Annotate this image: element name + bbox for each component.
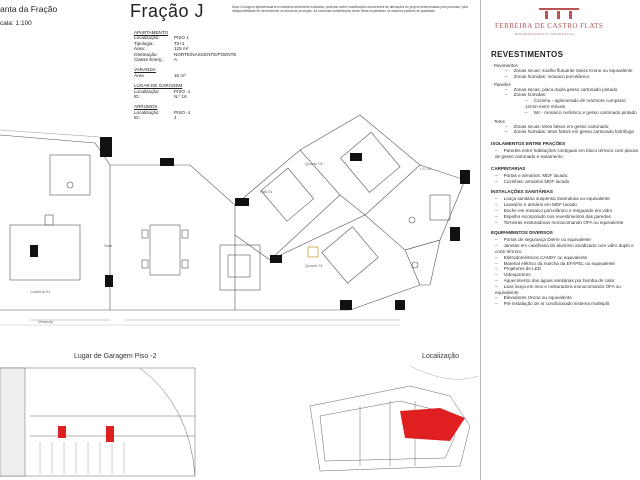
kitchen-area	[10, 225, 80, 280]
plan-column	[460, 170, 470, 184]
spec-item: – Aquecimento das águas sanitárias por bomba de calor	[495, 277, 615, 283]
localizacao-section-title: Localização	[422, 353, 459, 360]
plan-wall	[235, 215, 420, 310]
spec-item: – Janelas em caixilharia de alumínio anodizado com vidro duplo e corte térmico	[495, 243, 634, 254]
parking-spot-highlight	[106, 426, 114, 442]
toilet	[67, 182, 73, 188]
spec-item: – Lavatório e armário em MDF lacado	[495, 202, 577, 208]
spec-item-text: Zonas húmidas: mosaico porcelânico	[513, 73, 590, 79]
shower	[430, 195, 450, 220]
spec-value: N.º 16	[174, 94, 187, 100]
spec-key: Localização:	[134, 88, 160, 94]
spec-row	[134, 57, 236, 62]
logo-pillar	[557, 11, 560, 19]
spec-item: – Zonas secas: placa dupla gesso cartonado pintado	[505, 86, 618, 92]
pavimentos-label: - Pavimentos	[491, 63, 518, 68]
spec-item: – Paredes entre habitações contíguas em bloco térmico com placas de gesso cartonado e isolamento	[495, 148, 638, 159]
chair	[142, 230, 148, 238]
plan-column	[395, 300, 405, 310]
plan-column	[350, 153, 362, 161]
wc-room	[50, 155, 90, 195]
spec-item-text: Janelas em caixilharia de alumínio anodizado com vidro duplo e corte térmico	[495, 243, 634, 254]
garage-plan	[0, 366, 200, 480]
spec-item: – Pré instalação de ar condicionado sistema multisplit	[495, 301, 610, 307]
plan-wall	[0, 130, 100, 137]
spec-item: – Zonas secas: soalho flutuante Swiss Krono ou equivalente	[505, 68, 633, 73]
spec-item-text: Torneiras misturadoras monocomando OFA ou equivalente	[503, 219, 624, 225]
spec-item: – Material elétrico da marcha da EFAPEL ou equivalente	[495, 260, 615, 266]
room-label-quarto2: Quarto 02	[305, 161, 323, 166]
spec-item-text: Aquecimento das águas sanitárias por bomba de calor	[503, 277, 615, 283]
spec-item-text: Zonas secas: placa dupla gesso cartonado pintado	[513, 86, 618, 92]
garagem-heading: LUGAR DE GARAGEM	[134, 83, 183, 89]
logo-pillar	[545, 11, 548, 19]
spec-item: – Zonas húmidas:	[505, 92, 547, 98]
spec-item-text: Material elétrico da marcha da EFAPEL ou equivalente	[503, 260, 615, 266]
spec-item-text: Pré instalação de ar condicionado sistema multisplit	[503, 301, 610, 307]
chair	[142, 260, 148, 268]
sanitarias-heading: INSTALAÇÕES SANITÁRIAS	[491, 189, 553, 195]
spec-key: Classe Energ.:	[134, 57, 165, 63]
kitchen-sink	[45, 215, 53, 225]
spec-item-text: Portas e armários: MDF lacado;	[503, 172, 569, 178]
room-label-varanda: Varanda	[38, 319, 53, 324]
garage-outline	[0, 368, 195, 476]
spec-item: – Zonas húmidas: tetos falsos em gesso cartonado hidrófugo	[505, 129, 635, 135]
spec-value: 125 m²	[174, 46, 189, 52]
location-plan	[300, 366, 478, 480]
spec-item-text: Espelho incorporado nos revestimentos das paredes	[503, 213, 611, 219]
spec-item-text: Zonas secas: soalho flutuante Swiss Krono ou equivalente	[513, 68, 633, 73]
chair	[182, 260, 188, 268]
dining-table	[150, 225, 180, 275]
apartamento-table	[134, 35, 236, 62]
spec-item-text: Projetores de LED	[503, 266, 542, 272]
tetos-label: - Tetos	[491, 118, 505, 124]
room-label-sala: Sala	[104, 243, 113, 248]
spec-item-text: Duche em mosaico porcelânico e resguardo em vidro	[503, 207, 613, 213]
plan-wall	[0, 135, 110, 310]
road-line	[410, 366, 478, 379]
spec-item: – Projetores de LED	[495, 266, 542, 272]
spec-item: – Espelho incorporado nos revestimentos das paredes	[495, 213, 611, 219]
logo-bar	[539, 8, 579, 10]
spec-item: – Portas e armários: MDF lacado;	[495, 172, 569, 178]
spec-item-text: Lavatório e armário em MDF lacado	[503, 202, 577, 208]
arrumos-heading: ARRUMOS	[134, 104, 158, 110]
spec-key: Área:	[134, 46, 145, 52]
spec-key: Área	[134, 72, 144, 78]
toilet	[412, 262, 418, 268]
spec-key: ID:	[134, 94, 140, 100]
spec-item: – Cozinhas: armários MDF lacado	[495, 178, 570, 184]
spec-key: Tipologia:	[134, 40, 154, 46]
garage-ramp	[140, 368, 195, 476]
room-label-cozinha: Cozinha 01	[30, 289, 51, 294]
spec-item: – Videoporteiro	[495, 272, 531, 278]
spec-item: – Portas de segurança Dierre ou equivalente	[495, 237, 591, 243]
spec-item: – Lava louça em inox e misturadora monocomando OFA ou equivalente	[495, 283, 621, 295]
spec-key: Orientação:	[134, 51, 158, 57]
room-label-hall: Hall 01	[260, 189, 273, 194]
spec-item-text: Eletrodomésticos CANDY ou equivalente	[503, 254, 588, 260]
spec-item: – Elevadores Orona ou equivalente	[495, 295, 572, 301]
spec-item-text: Zonas húmidas:	[513, 92, 547, 98]
spec-item: – Eletrodomésticos CANDY ou equivalente	[495, 254, 588, 260]
page-title: Fração J	[130, 1, 205, 21]
chair	[182, 230, 188, 238]
paredes-label: - Paredes	[491, 81, 511, 87]
carpintarias-heading: CARPINTARIAS	[491, 165, 526, 171]
plan-title-label: anta da Fração	[0, 4, 58, 14]
bed	[322, 227, 378, 283]
spec-item-text: Cozinha - aglomerado de mármore compacto 12mm entre móveis	[525, 98, 626, 109]
plan-column	[160, 158, 174, 166]
spec-item-text: Portas de segurança Dierre ou equivalente	[503, 237, 591, 243]
spec-item-text: Louça sanitária suspensa Sanindusa ou equivalente	[503, 196, 610, 202]
toilet	[409, 217, 415, 223]
spec-value: PISO -1	[174, 109, 191, 115]
garage-core	[0, 368, 25, 476]
plan-column	[235, 198, 249, 206]
spec-value: T2+1	[174, 40, 185, 46]
brand-logo-sub: EMPREENDIMENTO RESIDENCIAL	[515, 32, 575, 36]
sofa	[220, 245, 260, 290]
disclaimer-note: Nota: A fotogem apresentada tem natureza meramente indicativa, podendo sofrer modificações decorrentes de alterações do projeto determinadas pelo promotor, pela indisponibilidade de fornecimento ou tomas de produção. As eventuais substituições serão feitas respeitando os mesmos padrões de qualidade.	[232, 5, 468, 13]
spec-key: ID:	[134, 115, 140, 121]
apartamento-heading: APARTAMENTO	[134, 30, 169, 35]
hall-logo-mark	[308, 247, 318, 257]
plan-column	[450, 227, 460, 241]
spec-item: – Wc - mosaico cerâmico e gesso cartonado pintado	[525, 109, 637, 115]
spec-item: – Duche em mosaico porcelânico e resguardo em vidro	[495, 207, 613, 213]
floor-plan	[0, 95, 478, 345]
spec-row	[134, 73, 186, 78]
varanda-heading: VARANDA	[134, 67, 156, 73]
spec-item: – Torneiras misturadoras monocomando OFA ou equivalente	[495, 219, 624, 225]
brand-logo-text: FERREIRA DE CASTRO FLATS	[495, 22, 604, 30]
spec-item-text: Zonas húmidas: tetos falsos em gesso cartonado hidrófugo	[513, 129, 635, 135]
spec-item-text: Paredes entre habitações contíguas em bloco térmico com placas de gesso cartonado e isolamento	[495, 148, 638, 159]
varanda-table	[134, 73, 186, 78]
spec-value: 15 m²	[174, 72, 186, 78]
spec-value: J	[174, 115, 177, 121]
specs-panel	[480, 0, 640, 480]
plan-column	[105, 275, 113, 287]
spec-key: Localização:	[134, 35, 160, 41]
spec-value: PISO -1	[174, 88, 191, 94]
spec-item-text: Elevadores Orona ou equivalente	[503, 295, 572, 301]
spec-item: – Cozinha - aglomerado de mármore compacto 12mm entre móveis	[525, 98, 626, 109]
plan-wall	[110, 165, 235, 310]
equipamentos-heading: EQUIPAMENTOS DIVERSOS	[491, 230, 553, 236]
spec-item-text: Lava louça em inox e misturadora monocomando OFA ou equivalente	[495, 283, 621, 295]
revestimentos-heading: REVESTIMENTOS	[491, 50, 564, 59]
parking-spot-highlight	[58, 426, 66, 438]
room-label-wc: I.S. 01	[420, 166, 432, 171]
spec-key: Localização:	[134, 109, 160, 115]
garagem-section-title: Lugar de Garagem Piso -2	[74, 353, 157, 360]
plan-wall	[235, 150, 340, 260]
spec-value: NORTE/NASCENTE/POENTE	[174, 51, 237, 57]
plan-column	[30, 245, 38, 257]
logo-pillar	[569, 11, 572, 19]
spec-value: A	[174, 57, 178, 63]
isolamentos-heading: ISOLAMENTOS ENTRE FRAÇÕES	[491, 141, 566, 147]
plan-column	[340, 300, 352, 310]
scale-label: cala: 1:100	[0, 20, 32, 27]
plan-column	[270, 255, 282, 263]
spec-item: – Zonas húmidas: mosaico porcelânico	[505, 73, 590, 79]
brand-logo-icon	[529, 6, 589, 20]
spec-value: PISO 1	[174, 35, 189, 41]
spec-item: – Zonas secas: tetos falsos em gesso cartonado;	[505, 123, 610, 129]
plan-column	[100, 137, 112, 157]
room-label-quarto1: Quarto 01	[305, 263, 323, 268]
spec-item: – Louça sanitária suspensa Sanindusa ou equivalente	[495, 196, 610, 202]
spec-item-text: Videoporteiro	[503, 272, 531, 278]
spec-item-text: Cozinhas: armários MDF lacado	[503, 178, 570, 184]
coffee-table	[228, 255, 250, 277]
spec-item-text: Wc - mosaico cerâmico e gesso cartonado pintado	[533, 109, 637, 115]
spec-item-text: Zonas secas: tetos falsos em gesso cartonado;	[513, 123, 610, 129]
